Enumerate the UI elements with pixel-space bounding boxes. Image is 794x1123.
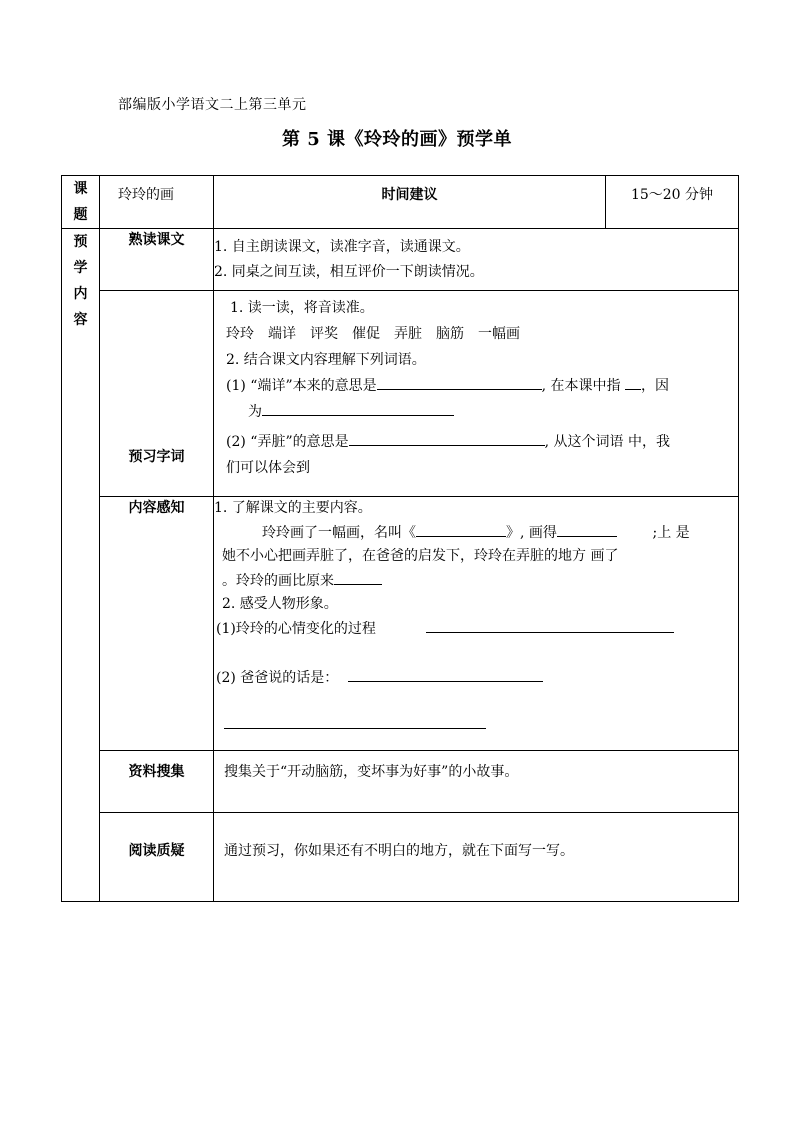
topic-value: 玲玲的画 (118, 187, 174, 203)
words-q1-cont (226, 399, 720, 425)
reading-label-cell (100, 229, 214, 291)
words-list: 玲玲 端详 评奖 催促 弄脏 脑筋 一幅画 (226, 326, 520, 342)
words-label-cell (100, 291, 214, 497)
reading-line-2: 2. 同桌之间互读，相互评价一下朗读情况。 (214, 264, 484, 280)
content-line-1: 1. 了解课文的主要内容。 (214, 500, 372, 516)
content-q2 (214, 665, 718, 690)
answer-blank[interactable] (262, 399, 454, 416)
answer-blank[interactable] (348, 665, 543, 682)
content-para-3 (214, 568, 718, 593)
words-q1-wei: 为 (248, 404, 262, 420)
topic-label-cell (62, 176, 100, 229)
reading-content-cell (214, 229, 739, 291)
section-label-cell (62, 229, 100, 902)
unit-subtitle: 部编版小学语文二上第三单元 (118, 97, 307, 113)
time-value: 15～20 分钟 (630, 187, 714, 203)
reading-row (62, 229, 739, 291)
time-label: 时间建议 (381, 187, 438, 203)
page-title: 第 5 课《玲玲的画》预学单 (281, 129, 513, 150)
words-line-2: 2. 结合课文内容理解下列词语。 (226, 352, 426, 368)
content-line-2: 2. 感受人物形象。 (222, 596, 338, 612)
content-para-3-text: 。玲玲的画比原来 (222, 573, 334, 589)
time-value-cell (606, 176, 739, 229)
words-q2-mid: , 从这个词语 中，我 (544, 434, 670, 450)
content-q1-text: (1)玲玲的心情变化的过程 (216, 621, 376, 637)
time-label-cell (214, 176, 606, 229)
questions-label-cell (100, 813, 214, 902)
content-para-2: 她不小心把画弄脏了，在爸爸的启发下，玲玲在弄脏的地方 画了 (222, 548, 619, 564)
content-para-1 (214, 520, 718, 545)
words-row (62, 291, 739, 497)
content-q2-extra-line (214, 712, 718, 737)
words-label: 预习字词 (128, 449, 185, 465)
content-label-cell (100, 497, 214, 751)
content-cell (214, 497, 739, 751)
words-q2-text: (2) “弄脏”的意思是 (226, 434, 349, 450)
questions-content-cell[interactable] (214, 813, 739, 902)
content-q1 (214, 616, 718, 641)
content-para-end: ;上 是 (652, 525, 690, 541)
words-q2 (226, 429, 720, 455)
topic-value-cell (100, 176, 214, 229)
content-para-mid: 》, 画得 (506, 525, 557, 541)
questions-label: 阅读质疑 (128, 843, 185, 859)
worksheet-table (61, 175, 739, 902)
section-label: 预学内容 (73, 234, 88, 328)
topic-label: 课题 (73, 181, 88, 223)
topic-row (62, 176, 739, 229)
answer-blank[interactable] (377, 373, 542, 390)
questions-row (62, 813, 739, 902)
words-q1-mid: , 在本课中指 (541, 378, 621, 394)
answer-blank[interactable] (625, 373, 641, 390)
content-row (62, 497, 739, 751)
content-label: 内容感知 (128, 500, 185, 516)
answer-blank[interactable] (426, 616, 674, 633)
questions-text: 通过预习，你如果还有不明白的地方，就在下面写一写。 (224, 843, 574, 859)
content-para-text: 玲玲画了一幅画，名叫《 (262, 525, 416, 541)
answer-blank[interactable] (416, 520, 506, 537)
research-label: 资料搜集 (128, 764, 185, 780)
words-q1 (226, 373, 720, 399)
research-content-cell (214, 751, 739, 813)
research-row (62, 751, 739, 813)
words-q2-cont: 们可以体会到 (226, 460, 310, 476)
answer-blank[interactable] (557, 520, 617, 537)
content-q2-text: (2) 爸爸说的话是： (216, 670, 339, 686)
words-q1-text: (1) “端详”本来的意思是 (226, 378, 377, 394)
reading-label: 熟读课文 (128, 232, 185, 248)
research-text: 搜集关于“开动脑筋，变坏事为好事”的小故事。 (224, 764, 519, 780)
reading-line-1: 1. 自主朗读课文，读准字音，读通课文。 (214, 239, 470, 255)
answer-blank[interactable] (224, 712, 486, 729)
answer-blank[interactable] (334, 568, 382, 585)
words-q1-end: ，因 (640, 378, 669, 394)
answer-blank[interactable] (349, 429, 545, 446)
words-line-1: 1. 读一读，将音读准。 (230, 300, 374, 316)
words-content-cell (214, 291, 739, 497)
research-label-cell (100, 751, 214, 813)
